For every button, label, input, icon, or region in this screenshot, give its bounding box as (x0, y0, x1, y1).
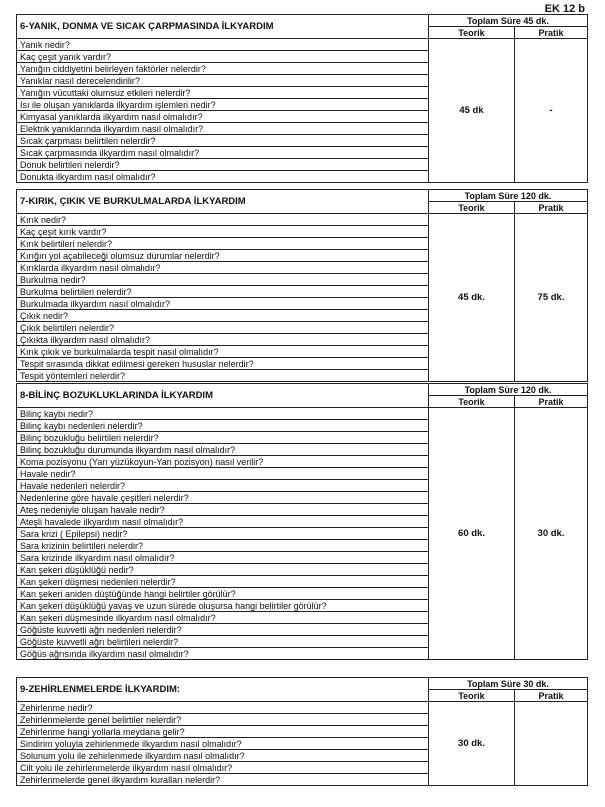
question-item: Kimyasal yanıklarda ilkyardım nasıl olmalıdır? (17, 111, 429, 123)
question-item: Kan şekeri düşmesinde ilkyardım nasıl olmalıdır? (17, 612, 429, 624)
section-title: 8-BİLİNÇ BOZUKLUKLARINDA İLKYARDIM (17, 384, 429, 408)
question-item: Burkulma nedir? (17, 274, 429, 286)
practice-duration: 75 dk. (515, 214, 588, 382)
section-title: 6-YANIK, DONMA VE SICAK ÇARPMASINDA İLKYARDIM (17, 15, 429, 39)
question-item: Solunum yolu ile zehirlenmede ilkyardım nasıl olmalıdır? (17, 750, 429, 762)
question-item: Kırık belirtileri nelerdir? (17, 238, 429, 250)
question-item: Koma pozisyonu (Yarı yüzükoyun-Yan pozisyon) nasıl verilir? (17, 456, 429, 468)
question-item: Burkulma belirtileri nelerdir? (17, 286, 429, 298)
section-table (16, 383, 588, 660)
theory-header: Teorik (429, 396, 515, 408)
theory-header: Teorik (429, 202, 515, 214)
question-item: Bilinç bozukluğu belirtileri nelerdir? (17, 432, 429, 444)
question-item: Çıkık nedir? (17, 310, 429, 322)
total-duration: Toplam Süre 45 dk. (429, 15, 588, 27)
question-item: Zehirlenme nedir? (17, 702, 429, 714)
total-duration: Toplam Süre 120 dk. (429, 384, 588, 396)
question-item: Kan şekeri aniden düştüğünde hangi belirtiler görülür? (17, 588, 429, 600)
question-item: Cilt yolu ile zehirlenmelerde ilkyardım nasıl olmalıdır? (17, 762, 429, 774)
section-title: 7-KIRIK, ÇIKIK VE BURKULMALARDA İLKYARDIM (17, 190, 429, 214)
question-item: Sıcak çarpmasında ilkyardım nasıl olmalıdır? (17, 147, 429, 159)
theory-duration: 30 dk. (429, 702, 515, 786)
theory-duration: 45 dk. (429, 214, 515, 382)
table-row (17, 214, 588, 226)
question-item: Bilinç kaybı nedenleri nelerdir? (17, 420, 429, 432)
table-row (17, 39, 588, 51)
section-title: 9-ZEHİRLENMELERDE İLKYARDIM: (17, 678, 429, 702)
question-item: Göğüste kuvvetli ağrı nedenleri nelerdir? (17, 624, 429, 636)
practice-duration: - (515, 39, 588, 183)
question-item: Tespit yöntemleri nelerdir? (17, 370, 429, 382)
question-item: Zehirlenmelerde genel ilkyardım kuralları nelerdir? (17, 774, 429, 786)
question-item: Göğüste kuvvetli ağrı belirtileri nelerdir? (17, 636, 429, 648)
table-row (17, 702, 588, 714)
question-item: Havale nedenleri nelerdir? (17, 480, 429, 492)
theory-header: Teorik (429, 27, 515, 39)
question-item: Tespit sırasında dikkat edilmesi gereken hususlar nelerdir? (17, 358, 429, 370)
question-item: Bilinç bozukluğu durumunda ilkyardım nasıl olmalıdır? (17, 444, 429, 456)
practice-header: Pratik (515, 690, 588, 702)
question-item: Kan şekeri düşüklüğü nedir? (17, 564, 429, 576)
question-item: Yanığın ciddiyetini belirleyen faktörler nelerdir? (17, 63, 429, 75)
question-item: Isı ile oluşan yanıklarda ilkyardım işlemleri nedir? (17, 99, 429, 111)
question-item: Zehirlenme hangi yollarla meydana gelir? (17, 726, 429, 738)
question-item: Sindirim yoluyla zehirlenmede ilkyardım nasıl olmalıdır? (17, 738, 429, 750)
total-duration: Toplam Süre 120 dk. (429, 190, 588, 202)
question-item: Çıkıkta ilkyardım nasıl olmalıdır? (17, 334, 429, 346)
question-item: Donuk belirtileri nelerdir? (17, 159, 429, 171)
question-item: Kırığın yol açabileceği olumsuz durumlar nelerdir? (17, 250, 429, 262)
section-table (16, 14, 588, 183)
question-item: Yanıklar nasıl derecelendirilir? (17, 75, 429, 87)
practice-duration (515, 702, 588, 786)
question-item: Ateşli havalede ilkyardım nasıl olmalıdır? (17, 516, 429, 528)
question-item: Donukta ilkyardım nasıl olmalıdır? (17, 171, 429, 183)
section-table (16, 677, 588, 786)
practice-header: Pratik (515, 27, 588, 39)
section-table (16, 189, 588, 382)
question-item: Havale nedir? (17, 468, 429, 480)
theory-duration: 45 dk (429, 39, 515, 183)
question-item: Kan şekeri düşmesi nedenleri nelerdir? (17, 576, 429, 588)
question-item: Elektrik yanıklarında ilkyardım nasıl olmalıdır? (17, 123, 429, 135)
annex-label: EK 12 b (544, 3, 585, 15)
question-item: Nedenlerine göre havale çeşitleri nelerdir? (17, 492, 429, 504)
question-item: Kaç çeşit yanık vardır? (17, 51, 429, 63)
theory-duration: 60 dk. (429, 408, 515, 660)
question-item: Burkulmada ilkyardım nasıl olmalıdır? (17, 298, 429, 310)
question-item: Kaç çeşit kırık vardır? (17, 226, 429, 238)
question-item: Sara krizi ( Epilepsi) nedir? (17, 528, 429, 540)
question-item: Zehirlenmelerde genel belirtiler nelerdir? (17, 714, 429, 726)
question-item: Kan şekeri düşüklüğü yavaş ve uzun sürede oluşursa hangi belirtiler görülür? (17, 600, 429, 612)
practice-header: Pratik (515, 202, 588, 214)
question-item: Sara krizinin belirtileri nelerdir? (17, 540, 429, 552)
question-item: Yanığın vücuttaki olumsuz etkileri nelerdir? (17, 87, 429, 99)
theory-header: Teorik (429, 690, 515, 702)
question-item: Göğüs ağrısında ilkyardım nasıl olmalıdır? (17, 648, 429, 660)
question-item: Sara krizinde ilkyardım nasıl olmalıdır? (17, 552, 429, 564)
question-item: Sıcak çarpması belirtileri nelerdir? (17, 135, 429, 147)
question-item: Çıkık belirtileri nelerdir? (17, 322, 429, 334)
question-item: Ateş nedeniyle oluşan havale nedir? (17, 504, 429, 516)
question-item: Kırık çıkık ve burkulmalarda tespit nasıl olmalıdır? (17, 346, 429, 358)
question-item: Bilinç kaybı nedir? (17, 408, 429, 420)
total-duration: Toplam Süre 30 dk. (429, 678, 588, 690)
practice-duration: 30 dk. (515, 408, 588, 660)
question-item: Kırık nedir? (17, 214, 429, 226)
question-item: Kırıklarda ilkyardım nasıl olmalıdır? (17, 262, 429, 274)
practice-header: Pratik (515, 396, 588, 408)
question-item: Yanık nedir? (17, 39, 429, 51)
table-row (17, 408, 588, 420)
